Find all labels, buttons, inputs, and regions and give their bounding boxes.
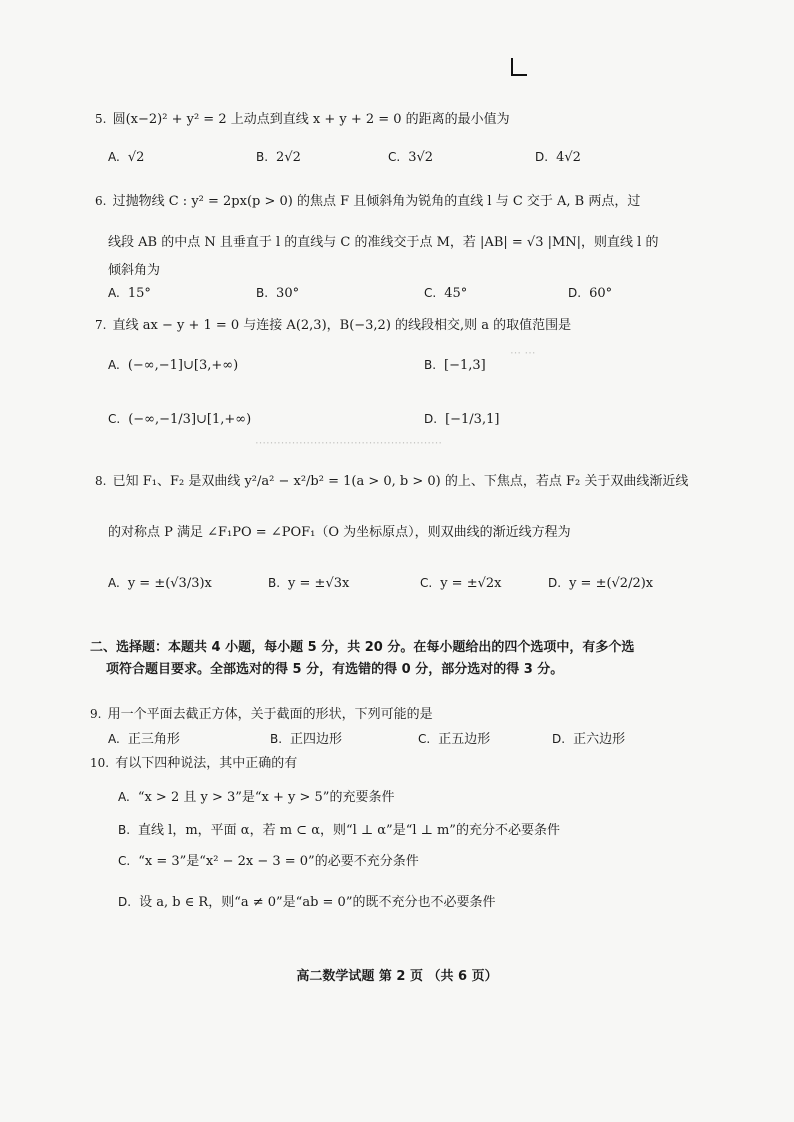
q7-stem: 7. 直线 ax − y + 1 = 0 与连接 A(2,3)，B(−3,2) 的线段相交,则 a 的取值范围是 — [95, 318, 572, 333]
q6-stem-line2: 线段 AB 的中点 N 且垂直于 l 的直线与 C 的准线交于点 M，若 |AB| = √3 |MN|，则直线 l 的 — [108, 235, 659, 250]
q8-option-a: A. y = ±(√3/3)x — [108, 576, 212, 591]
q6-option-d: D. 60° — [568, 286, 613, 301]
q8-option-b: B. y = ±√3x — [268, 576, 350, 591]
section2-instructions-line1: 二、选择题：本题共 4 小题，每小题 5 分，共 20 分。在每小题给出的四个选项中，有多个选 — [90, 640, 635, 655]
corner-crop-mark — [511, 58, 527, 76]
q7-option-b: B. [−1,3] — [424, 358, 486, 373]
q6-option-a: A. 15° — [108, 286, 151, 301]
q5-option-d: D. 4√2 — [535, 150, 581, 165]
q8-option-d: D. y = ±(√2/2)x — [548, 576, 654, 591]
q6-option-c: C. 45° — [424, 286, 468, 301]
q7-option-a: A. (−∞,−1]∪[3,+∞) — [108, 358, 239, 373]
bleed-through-marks: ⋯ ⋯ — [510, 346, 536, 359]
q5-option-b: B. 2√2 — [256, 150, 301, 165]
q10-number: 10. — [90, 756, 110, 770]
q8-stem-line2: 的对称点 P 满足 ∠F₁PO = ∠POF₁（O 为坐标原点），则双曲线的渐近线方程为 — [108, 525, 571, 540]
q5-option-c: C. 3√2 — [388, 150, 434, 165]
q8-option-c: C. y = ±√2x — [420, 576, 502, 591]
q9-stem: 9. 用一个平面去截正方体，关于截面的形状，下列可能的是 — [90, 707, 433, 722]
q8-stem-line1: 8. 已知 F₁、F₂ 是双曲线 y²/a² − x²/b² = 1(a > 0, b > 0) 的上、下焦点，若点 F₂ 关于双曲线渐近线 — [95, 474, 689, 489]
q9-number: 9. — [90, 707, 102, 721]
q7-option-c: C. (−∞,−1/3]∪[1,+∞) — [108, 412, 252, 427]
q6-option-b: B. 30° — [256, 286, 300, 301]
q10-option-b: B. 直线 l，m，平面 α，若 m ⊂ α，则“l ⊥ α”是“l ⊥ m”的充分不必要条件 — [118, 823, 560, 838]
q6-number: 6. — [95, 194, 107, 208]
section2-instructions-line2: 项符合题目要求。全部选对的得 5 分，有选错的得 0 分，部分选对的得 3 分。 — [106, 662, 564, 677]
q10-stem: 10. 有以下四种说法，其中正确的有 — [90, 756, 298, 771]
q9-option-a: A. 正三角形 — [108, 732, 180, 747]
q9-option-c: C. 正五边形 — [418, 732, 491, 747]
q6-stem-line3: 倾斜角为 — [108, 263, 161, 278]
q9-option-d: D. 正六边形 — [552, 732, 626, 747]
q7-option-d: D. [−1/3,1] — [424, 412, 500, 427]
q7-number: 7. — [95, 318, 107, 332]
q5-stem-text: 圆(x−2)² + y² = 2 上动点到直线 x + y + 2 = 0 的距离的最小值为 — [112, 112, 510, 127]
q9-option-b: B. 正四边形 — [270, 732, 343, 747]
q5-number: 5. — [95, 112, 107, 126]
q8-number: 8. — [95, 474, 107, 488]
q5-option-a: A. √2 — [108, 150, 145, 165]
q5-stem — [95, 110, 510, 129]
q6-stem-line1: 6. 过抛物线 C : y² = 2px(p > 0) 的焦点 F 且倾斜角为锐角的直线 l 与 C 交于 A, B 两点，过 — [95, 194, 641, 209]
page-footer: 高二数学试题 第 2 页 （共 6 页） — [296, 969, 498, 984]
q10-option-c: C. “x = 3”是“x² − 2x − 3 = 0”的必要不充分条件 — [118, 854, 419, 869]
q10-option-a: A. “x > 2 且 y > 3”是“x + y > 5”的充要条件 — [118, 790, 395, 805]
bleed-through-marks: ⋯⋯⋯⋯⋯⋯⋯⋯⋯⋯⋯⋯⋯⋯⋯⋯⋯ — [255, 436, 442, 449]
q10-option-d: D. 设 a, b ∈ R，则“a ≠ 0”是“ab = 0”的既不充分也不必要条件 — [118, 895, 496, 910]
